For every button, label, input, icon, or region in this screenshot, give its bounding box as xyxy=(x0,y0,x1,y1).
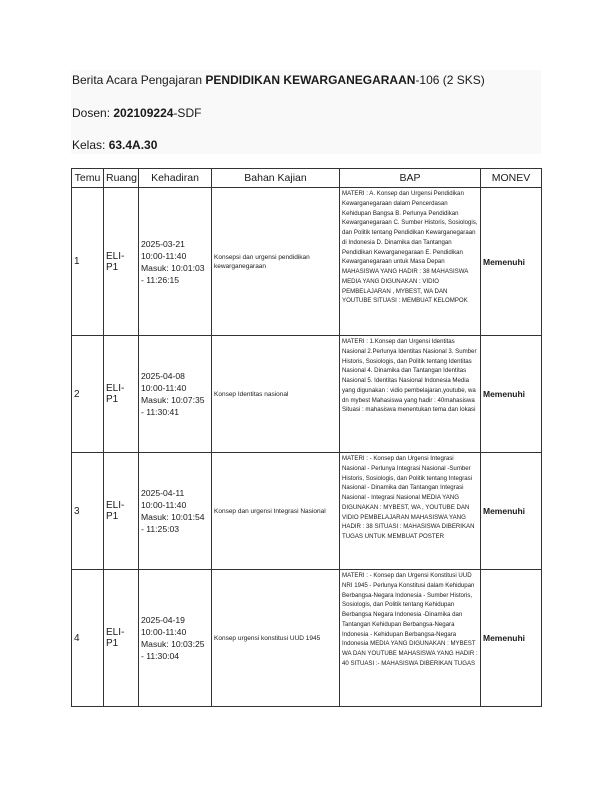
header-ruang: Ruang xyxy=(104,169,139,188)
header-bahan-kajian: Bahan Kajian xyxy=(212,169,340,188)
cell-kehadiran: 2025-04-19 10:00-11:40 Masuk: 10:03:25 - 11:30:04 xyxy=(139,570,212,707)
cell-bahan-kajian: Konsep Identitas nasional xyxy=(212,336,340,453)
header-temu: Temu xyxy=(72,169,104,188)
cell-monev: Memenuhi xyxy=(481,570,542,707)
title-line xyxy=(72,73,485,87)
cell-bahan-kajian: Konsep urgensi konstitusi UUD 1945 xyxy=(212,570,340,707)
header-bap: BAP xyxy=(340,169,481,188)
cell-bahan-kajian: Konsep dan urgensi Integrasi Nasional xyxy=(212,453,340,570)
cell-bahan-kajian: Konsepsi dan urgensi pendidikan kewarganegaraan xyxy=(212,188,340,336)
cell-monev: Memenuhi xyxy=(481,336,542,453)
course-suffix: -106 (2 SKS) xyxy=(415,73,485,87)
cell-temu: 2 xyxy=(72,336,104,453)
cell-ruang: ELI-P1 xyxy=(104,188,139,336)
cell-bap: MATERI : 1.Konsep dan Urgensi Identitas Nasional 2.Perlunya Identitas Nasional 3. Sumber Historis, Sosiologis, dan Politik tentang Identitas Nasional 4. Dinamika dan Tantangan Identitas Nasional 5. Identitas Nasional Indonesia Media yang digunakan : vidio pembelajaran,youtube, wa dn mybest Mahasiswa yang hadir : 40mahasiswa Situasi : mahasiswa menentukan tema dan lokasi xyxy=(340,336,481,453)
table-row xyxy=(72,453,542,570)
cell-kehadiran: 2025-04-11 10:00-11:40 Masuk: 10:01:54 - 11:25:03 xyxy=(139,453,212,570)
cell-bap: MATERI : A. Konsep dan Urgensi Pendidikan Kewarganegaraan dalam Pencerdasan Kehidupan Bangsa B. Perlunya Pendidikan Kewarganegaraan C. Sumber Historis, Sosiologis, dan Politik tentang Pendidikan Kewarganegaraan di Indonesia D. Dinamika dan Tantangan Pendidikan Kewarganegaraan E. Pendidikan Kewarganegaraan untuk Masa Depan MAHASISWA YANG HADIR : 38 MAHASISWA MEDIA YANG DIGUNAKAN : VIDIO PEMBELAJARAN , MYBEST, WA DAN YOUTUBE SITUASI : MEMBUAT KELOMPOK xyxy=(340,188,481,336)
class-value: 63.4A.30 xyxy=(108,138,158,152)
cell-monev: Memenuhi xyxy=(481,188,542,336)
cell-ruang: ELI-P1 xyxy=(104,453,139,570)
table-row xyxy=(72,570,542,707)
header-monev: MONEV xyxy=(481,169,542,188)
lecturer-suffix: -SDF xyxy=(173,106,202,120)
cell-ruang: ELI-P1 xyxy=(104,336,139,453)
cell-bap: MATERI : - Konsep dan Urgensi Integrasi Nasional - Perlunya Integrasi Nasional -Sumber Historis, Sosiologis, dan Politik tentang Integrasi Nasional - Dinamika dan Tantangan Integrasi Nasional - Integrasi Nasional MEDIA YANG DIGUNAKAN : MYBEST, WA , YOUTUBE DAN VIDIO PEMBELAJARAN MAHASISWA YANG HADIR : 38 SITUASI : MAHASISWA DIBERIKAN TUGAS UNTUK MEMBUAT POSTER xyxy=(340,453,481,570)
cell-temu: 4 xyxy=(72,570,104,707)
lecturer-line xyxy=(72,106,201,120)
lecturer-label: Dosen: xyxy=(72,106,114,120)
cell-temu: 3 xyxy=(72,453,104,570)
lecturer-id: 202109224 xyxy=(113,106,174,120)
header-kehadiran: Kehadiran xyxy=(139,169,212,188)
cell-monev: Memenuhi xyxy=(481,453,542,570)
class-line xyxy=(72,138,157,152)
class-label: Kelas: xyxy=(72,138,109,152)
title-prefix: Berita Acara Pengajaran xyxy=(72,73,206,87)
cell-bap: MATERI : - Konsep dan Urgensi Konstitusi UUD NRI 1945 - Perlunya Konstitusi dalam Kehidupan Berbangsa-Negara Indonesia - Sumber Historis, Sosiologis, dan Politik tentang Kehidupan Berbangsa Negara Indonesia -Dinamika dan Tantangan Kehidupan Berbangsa-Negara Indonesia - Kehidupan Berbangsa-Negara Indonesia MEDIA YANG DIGUNAKAN : MYBEST WA DAN YOUTUBE MAHASISWA YANG HADIR : 40 SITUASI :- MAHASISWA DIBERIKAN TUGAS xyxy=(340,570,481,707)
cell-temu: 1 xyxy=(72,188,104,336)
attendance-table xyxy=(71,168,542,707)
cell-kehadiran: 2025-04-08 10:00-11:40 Masuk: 10:07:35 - 11:30:41 xyxy=(139,336,212,453)
cell-ruang: ELI-P1 xyxy=(104,570,139,707)
cell-kehadiran: 2025-03-21 10:00-11:40 Masuk: 10:01:03 - 11:26:15 xyxy=(139,188,212,336)
table-row xyxy=(72,188,542,336)
table-row xyxy=(72,336,542,453)
table-header-row xyxy=(72,169,542,188)
document-header xyxy=(71,70,541,154)
course-name: PENDIDIKAN KEWARGANEGARAAN xyxy=(205,73,416,87)
